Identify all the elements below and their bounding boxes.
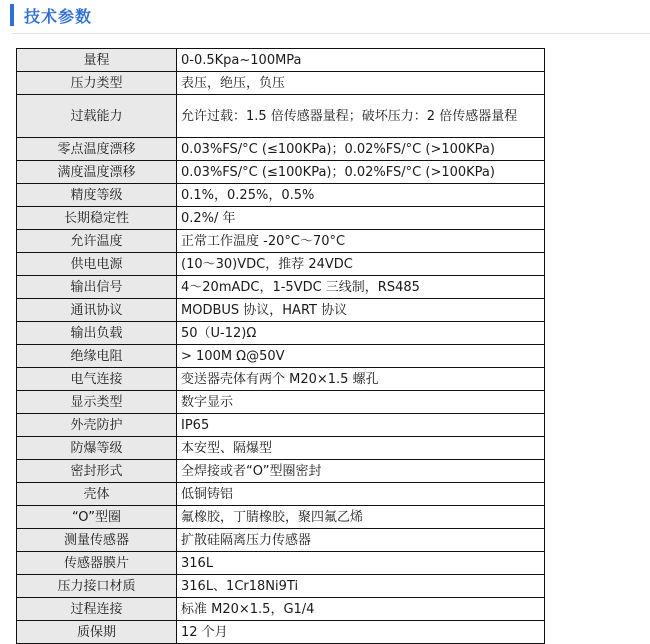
spec-value: 氟橡胶，丁腈橡胶，聚四氟乙烯 — [177, 506, 545, 529]
spec-value: 0.2%/ 年 — [177, 207, 545, 230]
spec-label: 壳体 — [17, 483, 177, 506]
spec-label: 传感器膜片 — [17, 552, 177, 575]
spec-value: 正常工作温度 -20°C～70°C — [177, 230, 545, 253]
section-heading — [10, 2, 92, 28]
spec-value: MODBUS 协议，HART 协议 — [177, 299, 545, 322]
spec-value: 本安型、隔爆型 — [177, 437, 545, 460]
spec-label: 显示类型 — [17, 391, 177, 414]
spec-label: “O”型圈 — [17, 506, 177, 529]
spec-label: 压力接口材质 — [17, 575, 177, 598]
spec-label: 输出负载 — [17, 322, 177, 345]
spec-value: 扩散硅隔离压力传感器 — [177, 529, 545, 552]
spec-label: 测量传感器 — [17, 529, 177, 552]
spec-value: 0.1%，0.25%，0.5% — [177, 184, 545, 207]
spec-label: 输出信号 — [17, 276, 177, 299]
table-row — [17, 184, 545, 207]
spec-value: 50（U-12)Ω — [177, 322, 545, 345]
section-title: 技术参数 — [24, 6, 93, 26]
table-row — [17, 391, 545, 414]
spec-value: (10～30)VDC，推荐 24VDC — [177, 253, 545, 276]
spec-value: 允许过载：1.5 倍传感器量程；破坏压力：2 倍传感器量程 — [177, 95, 545, 138]
table-row — [17, 72, 545, 95]
spec-value: 低铜铸铝 — [177, 483, 545, 506]
spec-label: 长期稳定性 — [17, 207, 177, 230]
table-row — [17, 552, 545, 575]
table-row — [17, 483, 545, 506]
spec-label: 允许温度 — [17, 230, 177, 253]
spec-label: 量程 — [17, 49, 177, 72]
spec-value: 0.03%FS/°C (≤100KPa)；0.02%FS/°C (>100KPa) — [177, 138, 545, 161]
table-row — [17, 460, 545, 483]
table-row — [17, 437, 545, 460]
spec-value: 数字显示 — [177, 391, 545, 414]
table-row — [17, 529, 545, 552]
spec-value: 标准 M20×1.5，G1/4 — [177, 598, 545, 621]
spec-label: 外壳防护 — [17, 414, 177, 437]
spec-value: 变送器壳体有两个 M20×1.5 螺孔 — [177, 368, 545, 391]
table-row — [17, 506, 545, 529]
table-row — [17, 207, 545, 230]
spec-value: 316L、1Cr18Ni9Ti — [177, 575, 545, 598]
spec-label: 满度温度漂移 — [17, 161, 177, 184]
spec-label: 供电电源 — [17, 253, 177, 276]
spec-value: > 100M Ω@50V — [177, 345, 545, 368]
spec-label: 零点温度漂移 — [17, 138, 177, 161]
table-row — [17, 138, 545, 161]
spec-table — [16, 48, 545, 644]
table-row — [17, 598, 545, 621]
table-row — [17, 299, 545, 322]
table-row — [17, 575, 545, 598]
spec-label: 过载能力 — [17, 95, 177, 138]
table-row — [17, 345, 545, 368]
spec-value: 全焊接或者“O”型圈密封 — [177, 460, 545, 483]
table-row — [17, 95, 545, 138]
spec-value: 0-0.5Kpa~100MPa — [177, 49, 545, 72]
spec-value: IP65 — [177, 414, 545, 437]
spec-label: 绝缘电阻 — [17, 345, 177, 368]
spec-value: 表压，绝压，负压 — [177, 72, 545, 95]
table-row — [17, 49, 545, 72]
table-row — [17, 368, 545, 391]
spec-value: 0.03%FS/°C (≤100KPa)；0.02%FS/°C (>100KPa) — [177, 161, 545, 184]
spec-label: 精度等级 — [17, 184, 177, 207]
table-row — [17, 253, 545, 276]
spec-label: 防爆等级 — [17, 437, 177, 460]
table-row — [17, 230, 545, 253]
spec-label: 过程连接 — [17, 598, 177, 621]
table-row — [17, 414, 545, 437]
table-row — [17, 322, 545, 345]
table-row — [17, 276, 545, 299]
table-row — [17, 621, 545, 644]
spec-label: 通讯协议 — [17, 299, 177, 322]
spec-label: 压力类型 — [17, 72, 177, 95]
spec-value: 4～20mADC，1-5VDC 三线制，RS485 — [177, 276, 545, 299]
spec-label: 质保期 — [17, 621, 177, 644]
table-row — [17, 161, 545, 184]
spec-value: 316L — [177, 552, 545, 575]
spec-value: 12 个月 — [177, 621, 545, 644]
spec-label: 电气连接 — [17, 368, 177, 391]
heading-divider — [12, 33, 650, 34]
spec-label: 密封形式 — [17, 460, 177, 483]
heading-accent-bar — [10, 4, 14, 26]
